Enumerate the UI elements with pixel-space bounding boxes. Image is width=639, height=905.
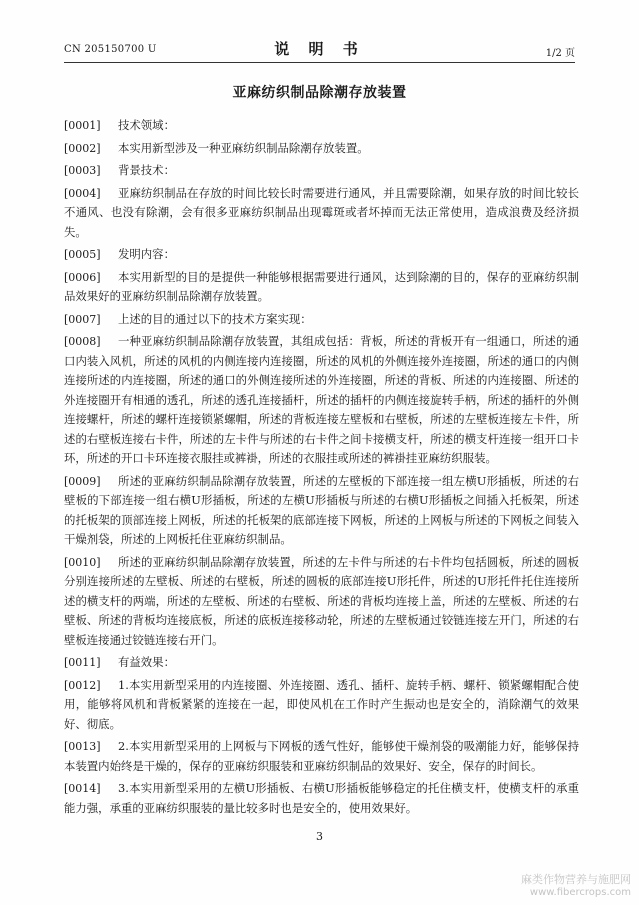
- paragraph-text: 本实用新型的目的是提供一种能够根据需要进行通风，达到除潮的目的，保存的亚麻纺织制品效果好的亚麻纺织制品除潮存放装置。: [64, 269, 579, 303]
- paragraph: [64, 184, 579, 243]
- page-number: 3: [316, 830, 323, 843]
- paragraph-text: 有益效果：: [118, 655, 175, 669]
- paragraph-number: [0004]: [64, 186, 101, 200]
- watermark: [521, 873, 631, 899]
- paragraph-number: [0001]: [64, 119, 101, 132]
- paragraph-text: 所述的亚麻纺织制品除潮存放装置，所述的左卡件与所述的右卡件均包括圆板，所述的圆板分别连接所述的左壁板、所述的右壁板，所述的圆板的底部连接U形托件，所述的U形托件托住连接所述的横支杆的两端，所述的左壁板、所述的右壁板、所述的背板均连接上盖，所述的左壁板、所述的右壁板、所述的背板均连接底板，所述的底板连接移动轮，所述的左壁板通过铰链连接左开门，所述的右壁板连接通过铰链连接右开门。: [64, 554, 579, 647]
- paragraph-number: [0009]: [64, 474, 101, 488]
- paragraph: [64, 161, 579, 181]
- paragraph-text: 背景技术：: [118, 163, 175, 177]
- header-rule: [64, 62, 575, 63]
- page-header: [64, 34, 575, 62]
- paragraph: [64, 116, 579, 136]
- paragraph-number: [0007]: [64, 312, 101, 326]
- paragraph-number: [0013]: [64, 740, 101, 753]
- paragraph: [64, 779, 579, 818]
- section-title: 说 明 书: [274, 40, 365, 58]
- paragraph: [64, 310, 579, 330]
- paragraph-number: [0011]: [64, 656, 101, 669]
- paragraph: [64, 472, 579, 550]
- paragraph: [64, 245, 579, 265]
- paragraph-number: [0005]: [64, 248, 101, 261]
- paragraph: [64, 653, 579, 673]
- paragraph-number: [0002]: [64, 141, 101, 155]
- paragraph-text: 发明内容：: [118, 247, 175, 261]
- paragraph-text: 2.本实用新型采用的上网板与下网板的透气性好，能够使干燥剂袋的吸潮能力好，能够保持本装置内始终是干燥的，保存的亚麻纺织服装和亚麻纺织制品的效果好、安全，保存的时间长。: [64, 739, 579, 773]
- paragraph-number: [0008]: [64, 335, 101, 348]
- paragraph: [64, 268, 579, 307]
- paragraph-text: 本实用新型涉及一种亚麻纺织制品除潮存放装置。: [118, 140, 369, 155]
- paragraph: [64, 332, 579, 469]
- paragraph-text: 技术领域：: [118, 118, 175, 132]
- paragraph-text: 亚麻纺织制品在存放的时间比较长时需要进行通风，并且需要除潮，如果存放的时间比较长不通风、也没有除潮，会有很多亚麻纺织制品出现霉斑或者坏掉而无法正常使用，造成浪费及经济损失。: [64, 185, 579, 239]
- paragraph-text: 一种亚麻纺织制品除潮存放装置，其组成包括：背板，所述的背板开有一组通口，所述的通口内装入风机，所述的风机的内侧连接内连接圈，所述的风机的外侧连接外连接圈，所述的通口的内侧连接所述的内连接圈，所述的通口的外侧连接所述的外连接圈，所述的背板、所述的内连接圈、所述的外连接圈开有相通的透孔，所述的透孔连接插杆，所述的插杆的内侧连接旋转手柄，所述的插杆的外侧连接螺杆，所述的螺杆连接锁紧螺帽，所述的背板连接左壁板和右壁板，所述的左壁板连接左卡件，所述的右壁板连接右卡件，所述的左卡件与所述的右卡件之间卡接横支杆，所述的横支杆连接一组开口卡环，所述的开口卡环连接衣服挂或裤褂，所述的衣服挂或所述的裤褂挂亚麻纺织服装。: [64, 334, 579, 465]
- paragraph-number: [0010]: [64, 555, 101, 569]
- paragraph: [64, 676, 579, 735]
- watermark-cn: 麻类作物营养与施肥网: [521, 873, 631, 886]
- paragraph-number: [0014]: [64, 782, 101, 795]
- paragraph: [64, 553, 579, 651]
- paragraph-text: 所述的亚麻纺织制品除潮存放装置，所述的左壁板的下部连接一组左横U形插板，所述的右壁板的下部连接一组右横U形插板，所述的左横U形插板与所述的右横U形插板之间插入托板架，所述的托板架的顶部连接上网板，所述的托板架的底部连接下网板，所述的上网板与所述的下网板之间装入干燥剂袋，所述的上网板托住亚麻纺织制品。: [64, 473, 579, 546]
- paragraph: [64, 139, 579, 159]
- paragraph-number: [0003]: [64, 164, 101, 177]
- paragraph-number: [0006]: [64, 270, 101, 284]
- paragraph-text: 3.本实用新型采用的左横U形插板、右横U形插板能够稳定的托住横支杆，使横支杆的承重能力强，承重的亚麻纺织服装的量比较多时也是安全的，使用效果好。: [64, 781, 579, 815]
- doc-number: CN 205150700 U: [64, 44, 157, 55]
- paragraph-number: [0012]: [64, 678, 101, 692]
- document-title: 亚麻纺织制品除潮存放装置: [232, 85, 407, 101]
- page-indicator: 1/2 页: [545, 48, 575, 59]
- document-body: [64, 116, 579, 821]
- watermark-url: www.fibercrops.com: [529, 887, 631, 898]
- paragraph-text: 1.本实用新型采用的内连接圈、外连接圈、透孔、插杆、旋转手柄、螺杆、锁紧螺帽配合使用，能够将风机和背板紧紧的连接在一起，即使风机在工作时产生振动也是安全的，消除潮气的效果好、彻底。: [64, 677, 579, 731]
- paragraph-text: 上述的目的通过以下的技术方案实现：: [118, 311, 312, 326]
- paragraph: [64, 737, 579, 776]
